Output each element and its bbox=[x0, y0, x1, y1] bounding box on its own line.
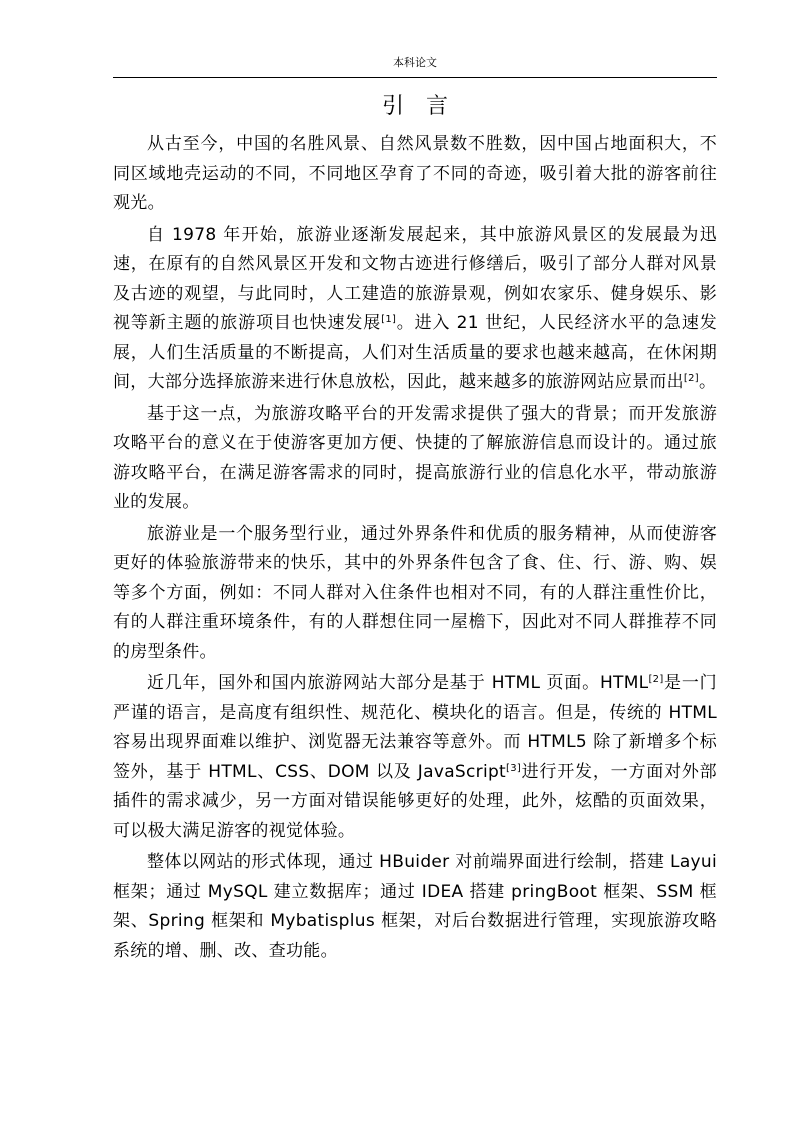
paragraph-5 bbox=[113, 669, 717, 846]
section-title: 引言 bbox=[381, 94, 470, 119]
citation-3: [3] bbox=[506, 762, 522, 774]
paragraph-text: 近几年，国外和国内旅游网站大部分是基于 HTML 页面。HTML bbox=[147, 673, 649, 693]
header-rule bbox=[113, 77, 717, 78]
citation-2: [2] bbox=[648, 674, 664, 685]
citation-2: [2] bbox=[683, 373, 699, 384]
paragraph-text: 。进入 21 世纪，人民经济水平的急速发展，人们生活质量的不断提高，人们对生活质量的要求也越来越高，在休闲期间，大部分选择旅游来进行休息放松，因此，越来越多的旅游网站应景而出 bbox=[113, 313, 717, 392]
running-header: 本科论文 bbox=[393, 56, 437, 69]
paragraph-3 bbox=[113, 400, 717, 518]
paragraph-text: 自 1978 年开始，旅游业逐渐发展起来，其中旅游风景区的发展最为迅速，在原有的自然风景区开发和文物古迹进行修缮后，吸引了部分人群对风景及古迹的观望，与此同时，人工建造的旅游景观，例如农家乐、健身娱乐、影视等新主题的旅游项目也快速发展 bbox=[113, 224, 717, 333]
paragraph-6 bbox=[113, 848, 717, 966]
paragraph-text: 旅游业是一个服务型行业，通过外界条件和优质的服务精神，从而使游客更好的体验旅游带来的快乐，其中的外界条件包含了食、住、行、游、购、娱等多个方面，例如：不同人群对入住条件也相对不同，有的人群注重性价比，有的人群注重环境条件，有的人群想住同一屋檐下，因此对不同人群推荐不同的房型条件。 bbox=[113, 523, 717, 662]
paragraph-text: 进行开发，一方面对外部插件的需求减少，另一方面对错误能够更好的处理，此外，炫酷的页面效果，可以极大满足游客的视觉体验。 bbox=[113, 761, 717, 841]
paragraph-text: 。 bbox=[698, 372, 717, 392]
paragraph-text: 是一门严谨的语言，是高度有组织性、规范化、模块化的语言。但是，传统的 HTML 容易出现界面难以维护、浏览器无法兼容等意外。而 HTML5 除了新增多个标签外，基于 HTML、CSS、DOM 以及 JavaScript bbox=[113, 673, 717, 782]
paragraph-4 bbox=[113, 520, 717, 668]
paragraph-1 bbox=[113, 130, 717, 219]
paragraph-text: 整体以网站的形式体现，通过 HBuider 对前端界面进行绘制，搭建 Layui 框架；通过 MySQL 建立数据库；通过 IDEA 搭建 pringBoot 框架、SSM 框架、Spring 框架和 Mybatisplus 框架，对后台数据进行管理，实现旅游攻略系统的增、删、改、查功能。 bbox=[113, 852, 717, 961]
citation-1: [1] bbox=[381, 314, 397, 325]
paragraph-text: 基于这一点，为旅游攻略平台的开发需求提供了强大的背景；而开发旅游攻略平台的意义在于使游客更加方便、快捷的了解旅游信息而设计的。通过旅游攻略平台，在满足游客需求的同时，提高旅游行业的信息化水平，带动旅游业的发展。 bbox=[113, 403, 717, 512]
paragraph-text: 从古至今，中国的名胜风景、自然风景数不胜数，因中国占地面积大，不同区域地壳运动的不同，不同地区孕育了不同的奇迹，吸引着大批的游客前往观光。 bbox=[113, 134, 717, 213]
paragraph-2 bbox=[113, 221, 717, 398]
body-text bbox=[113, 130, 717, 966]
